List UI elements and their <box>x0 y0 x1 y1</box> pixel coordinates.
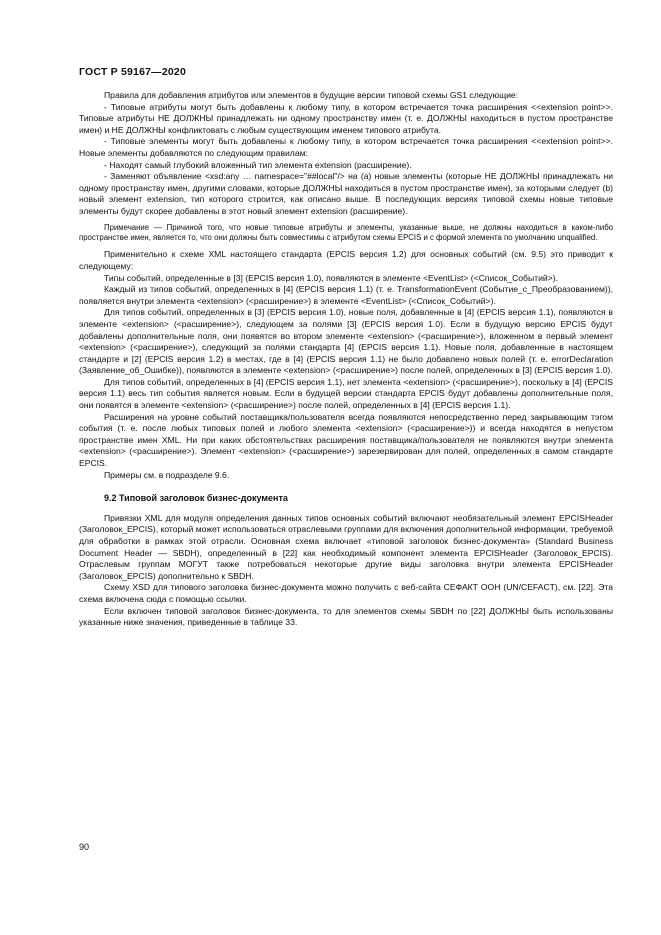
paragraph-xml-schema-applies: Применительно к схеме XML настоящего стандарта (EPCIS версия 1.2) для основных событий (см. 9.5) это приводит к следующему: <box>79 249 613 271</box>
paragraph-typical-elements: - Типовые элементы могут быть добавлены к любому типу, в котором встречается точка расширения <<extension point>>. Новые элементы добавляются по следующим правилам: <box>79 136 613 158</box>
page-number: 90 <box>79 842 90 852</box>
page-header-standard-title: ГОСТ Р 59167—2020 <box>79 66 187 78</box>
paragraph-find-deepest-extension: - Находят самый глубокий вложенный тип элемента extension (расширение). <box>104 159 412 170</box>
page-body <box>79 90 613 629</box>
paragraph-replace-xsd-any: - Заменяют объявление <xsd:any … namespace="##local"/> на (а) новые элементы (которые НЕ ДОЛЖНЫ принадлежать ни одному пространству имен, другими словами, которые ДОЛЖНЫ находиться в пустом пространстве имен), за которыми следует (b) новый элемент extension, тип которого строится, как описано выше. В последующих версиях типовой схемы новые типовые элементы будут скорее добавлены в этот новый элемент extension (расширение). <box>79 171 613 216</box>
section-heading-9-2: 9.2 Типовой заголовок бизнес-документа <box>104 493 288 504</box>
paragraph-sbdh-values: Если включен типовой заголовок бизнес-документа, то для элементов схемы SBDH по [22] ДОЛЖНЫ быть использованы указанные ниже значения, приведенные в таблице 33. <box>79 605 613 628</box>
note-namespace: Примечание — Причиной того, что новые типовые атрибуты и элементы, указанные выше, не должны находиться в каком-либо пространстве имен, является то, что они должны быть совместимы с атрибутом схемы EPCIS и с формой элемента по умолчанию unqualified. <box>79 222 613 242</box>
paragraph-typical-attributes: - Типовые атрибуты могут быть добавлены к любому типу, в котором встречается точка расширения <<extension point>>. Типовые атрибуты НЕ ДОЛЖНЫ принадлежать ни одному пространству имен (т. е. ДОЛЖНЫ находиться в пустом пространстве имен) и НЕ ДОЛЖНЫ конфликтовать с любым существующим именем типового атрибута. <box>79 101 613 135</box>
paragraph-rules-intro: Правила для добавления атрибутов или элементов в будущие версии типовой схемы GS1 следующие: <box>104 90 519 100</box>
paragraph-xsd-schema-source: Схему XSD для типового заголовка бизнес-документа можно получить с веб-сайта СЕФАКТ ООН (UN/CEFACT), см. [22]. Эта схема включена сюда с помощью ссылки. <box>79 582 613 604</box>
paragraph-vendor-extensions: Расширения на уровне событий поставщика/пользователя всегда появляются непосредственно перед закрывающим тэгом события (т. е. после любых типовых полей и любого элемента <extension> (<расширение>)) и всегда находятся в непустом пространстве имен XML. Ни при каких обстоятельствах расширения поставщика/пользователя не появляются внутри элемента <extension> (<расширение>). Элемент <extension> (<расширение>) зарезервирован для полей, определенных в самом стандарте EPCIS. <box>79 411 613 469</box>
paragraph-examples-ref: Примеры см. в подразделе 9.6. <box>104 469 230 480</box>
paragraph-new-fields: Для типов событий, определенных в [3] (EPCIS версия 1.0), новые поля, добавленные в [4] (EPCIS версия 1.1), появляются в элементе <extension> (<расширение>), следующем за полями [3] (EPCIS версия 1.0). Если в будущую версию EPCIS будут добавлены дополнительные поля, они появятся во втором элементе <extension> (<расширение>), вложенном в первый элемент <extension> (<расширение>), следующий за полями стандарта [4] (EPCIS версия 1.1). Новые поля, добавленные в настоящем стандарте и [2] (EPCIS версия 1.2) в местах, где в [4] (EPCIS версия 1.1) не было добавлено новых полей (т. е. errorDeclaration (Заявление_об_Ошибке)), появляются в элементе <extension> (<расширение>) после полей, определенных в [3] (EPCIS версия 1.0). <box>79 307 613 376</box>
paragraph-epcis-header: Привязки XML для модуля определения данных типов основных событий включают необязательный элемент EPCISHeader (Заголовок_EPCIS), который может использоваться отраслевыми группами для включения дополнительной информации, требуемой для обработки в рамках этой отрасли. Основная схема включает «типовой заголовок бизнес-документа» (Standard Business Document Header — SBDH), определенный в [22] как необходимый компонент элемента EPCISHeader (Заголовок_EPCIS). Отраслевым группам МОГУТ также потребоваться некоторые другие виды заголовка внутри элемента EPCISHeader (Заголовок_EPCIS) дополнительно к SBDH. <box>79 512 613 581</box>
paragraph-event-types-v10: Типы событий, определенные в [3] (EPCIS версия 1.0), появляются в элементе <EventList> (<Список_Событий>). <box>104 272 558 283</box>
paragraph-event-types-v11: Каждый из типов событий, определенных в [4] (EPCIS версия 1.1) (т. е. TransformationEvent (Событие_с_Преобразованием)), появляется внутри элемента <extension> (<расширение>) в элементе <EventList> (<Список_Событий>). <box>79 284 613 306</box>
paragraph-no-extension-element: Для типов событий, определенных в [4] (EPCIS версия 1.1), нет элемента <extension> (<расширение>), поскольку в [4] (EPCIS версия 1.1) весь тип события является новым. Если в будущей версии стандарта EPCIS будут добавлены дополнительные поля, они появятся в элементе <extension> (<расширение>) после полей, определенных в [4] (EPCIS версия 1.1). <box>79 376 613 411</box>
